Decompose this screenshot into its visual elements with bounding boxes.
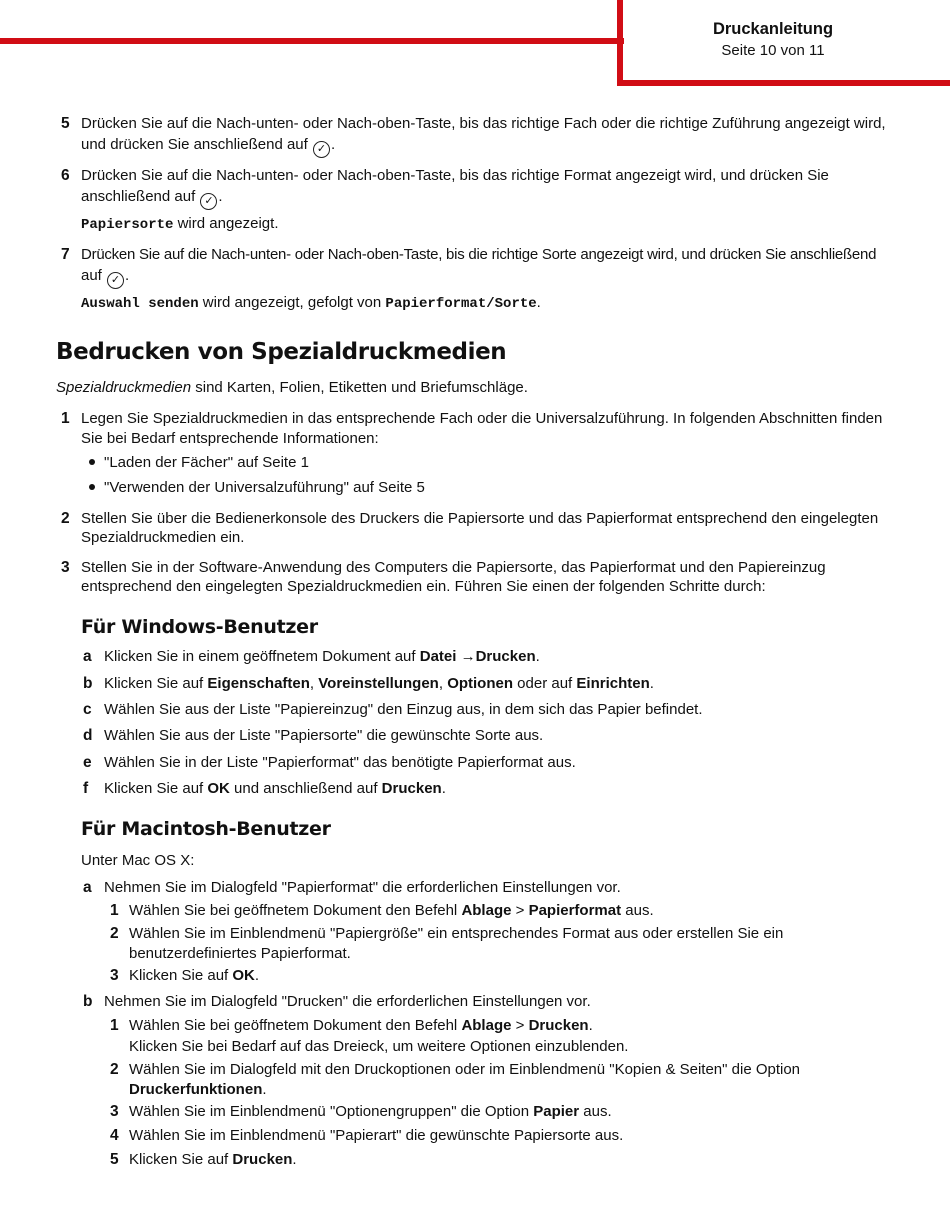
step-text: entsprechend den eingelegten Spezialdruckmedien ein. Führen Sie einen der folgenden Schritte durch: [81, 578, 766, 595]
nested-step-text: Wählen Sie bei geöffnetem Dokument den Befehl Ablage > Drucken. [129, 1017, 593, 1034]
arrow-icon: → [456, 648, 476, 665]
section-heading: Bedrucken von Spezialdruckmedien [56, 339, 507, 365]
step-text: anschließend auf ✓ . [81, 187, 223, 210]
step-number: 1 [61, 410, 70, 427]
code-text: Papiersorte [81, 217, 174, 233]
code-text: Papierformat/Sorte [385, 296, 537, 312]
step-text: Spezialdruckmedien ein. [81, 529, 245, 546]
sub-step-letter: e [83, 754, 92, 771]
sub-step-text: Wählen Sie aus der Liste "Papiereinzug" den Einzug aus, in dem sich das Papier befindet. [104, 701, 703, 718]
sub-step-letter: c [83, 701, 92, 718]
nested-step-text: Klicken Sie bei Bedarf auf das Dreieck, um weitere Optionen einzublenden. [129, 1038, 629, 1055]
nested-step-text: Wählen Sie im Einblendmenü "Optionengruppen" die Option Papier aus. [129, 1103, 612, 1120]
step-number: 6 [61, 167, 70, 184]
page-header [684, 0, 950, 80]
nested-step-number: 1 [110, 902, 119, 919]
nested-step-text: Wählen Sie im Einblendmenü "Papiergröße" ein entsprechendes Format aus oder erstellen Sie ein [129, 925, 784, 942]
step-text: Drücken Sie auf die Nach-unten- oder Nach-oben-Taste, bis das richtige Format angezeigt wird, und drücken Sie [81, 167, 829, 184]
step-text: auf ✓ . [81, 266, 129, 289]
checkmark-button-icon: ✓ [313, 141, 330, 158]
nested-step-text: benutzerdefiniertes Papierformat. [129, 945, 351, 962]
nested-step-text: Klicken Sie auf Drucken. [129, 1151, 297, 1168]
step-text: Drücken Sie auf die Nach-unten- oder Nach-oben-Taste, bis das richtige Fach oder die richtige Zuführung angezeigt wird, [81, 115, 886, 132]
page-number: Seite 10 von 11 [721, 42, 825, 59]
subsection-heading: Für Windows-Benutzer [81, 616, 318, 638]
step-text: Stellen Sie über die Bedienerkonsole des Druckers die Papiersorte und das Papierformat entsprechend den eingelegten [81, 510, 879, 527]
display-message: Auswahl senden wird angezeigt, gefolgt von Papierformat/Sorte. [81, 294, 541, 312]
document-title: Druckanleitung [712, 20, 834, 38]
header-rule-vertical [617, 0, 623, 86]
sub-step-text: Nehmen Sie im Dialogfeld "Papierformat" die erforderlichen Einstellungen vor. [104, 879, 621, 896]
sub-step-text: Klicken Sie auf Eigenschaften, Voreinstellungen, Optionen oder auf Einrichten. [104, 675, 654, 692]
checkmark-button-icon: ✓ [200, 193, 217, 210]
step-text: Legen Sie Spezialdruckmedien in das entsprechende Fach oder die Universalzuführung. In folgenden Abschnitten finden [81, 410, 883, 427]
sub-step-text: Klicken Sie auf OK und anschließend auf Drucken. [104, 780, 446, 797]
bullet-icon [89, 459, 95, 465]
sub-step-letter: b [83, 675, 93, 692]
step-number: 7 [61, 246, 70, 263]
step-text: Sie bei Bedarf entsprechende Informationen: [81, 430, 379, 447]
sub-step-letter: b [83, 993, 93, 1010]
nested-step-text: Druckerfunktionen. [129, 1081, 267, 1098]
nested-step-number: 3 [110, 967, 119, 984]
step-text: Stellen Sie in der Software-Anwendung des Computers die Papiersorte, das Papierformat und den Papiereinzug [81, 559, 826, 576]
step-number: 2 [61, 510, 70, 527]
sub-step-text: Nehmen Sie im Dialogfeld "Drucken" die erforderlichen Einstellungen vor. [104, 993, 591, 1010]
nested-step-text: Wählen Sie bei geöffnetem Dokument den Befehl Ablage > Papierformat aus. [129, 902, 654, 919]
sub-step-text: Wählen Sie aus der Liste "Papiersorte" die gewünschte Sorte aus. [104, 727, 544, 744]
nested-step-text: Wählen Sie im Einblendmenü "Papierart" die gewünschte Papiersorte aus. [129, 1127, 624, 1144]
display-message: Papiersorte wird angezeigt. [81, 215, 279, 233]
nested-step-number: 1 [110, 1017, 119, 1034]
checkmark-button-icon: ✓ [107, 272, 124, 289]
subsection-heading: Für Macintosh-Benutzer [81, 818, 331, 840]
link[interactable]: "Laden der Fächer" auf Seite 1 [104, 454, 309, 471]
sub-step-letter: f [83, 780, 89, 797]
nested-step-number: 3 [110, 1103, 119, 1120]
nested-step-number: 4 [110, 1127, 119, 1144]
nested-step-number: 2 [110, 1061, 119, 1078]
sub-step-letter: a [83, 648, 92, 665]
header-rule-horizontal [0, 38, 624, 44]
step-number: 3 [61, 559, 70, 576]
header-rule-bottom [617, 80, 950, 86]
nested-step-number: 5 [110, 1151, 119, 1168]
section-intro: Spezialdruckmedien sind Karten, Folien, Etiketten und Briefumschläge. [56, 379, 528, 396]
nested-step-text: Klicken Sie auf OK. [129, 967, 260, 984]
link[interactable]: "Verwenden der Universalzuführung" auf Seite 5 [104, 479, 425, 496]
step-text: Drücken Sie auf die Nach-unten- oder Nach-oben-Taste, bis die richtige Sorte angezeigt wird, und drücken Sie anschließend [81, 246, 877, 263]
step-text: und drücken Sie anschließend auf ✓ . [81, 135, 335, 158]
nested-step-text: Wählen Sie im Dialogfeld mit den Druckoptionen oder im Einblendmenü "Kopien & Seiten" die Option [129, 1061, 801, 1078]
step-number: 5 [61, 115, 70, 132]
sub-step-text: Wählen Sie in der Liste "Papierformat" das benötigte Papierformat aus. [104, 754, 576, 771]
nested-step-number: 2 [110, 925, 119, 942]
subsection-intro: Unter Mac OS X: [81, 852, 195, 869]
sub-step-letter: a [83, 879, 92, 896]
sub-step-letter: d [83, 727, 93, 744]
bullet-icon [89, 484, 95, 490]
code-text: Auswahl senden [81, 296, 199, 312]
sub-step-text: Klicken Sie in einem geöffnetem Dokument auf Datei →Drucken. [104, 648, 540, 665]
